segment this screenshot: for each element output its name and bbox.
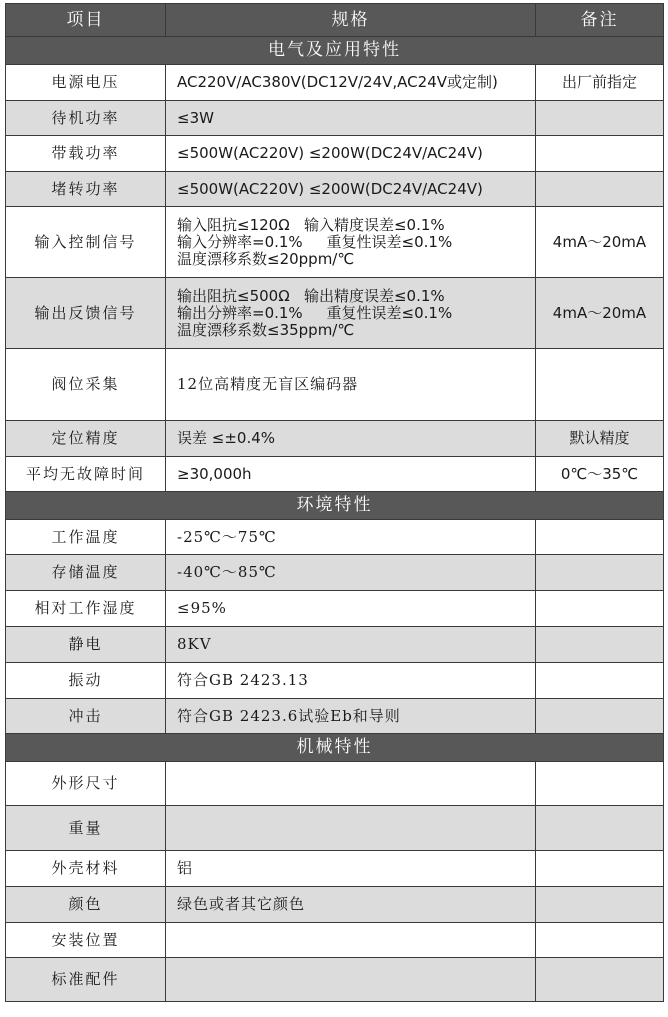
spec-line: 输入分辨率=0.1% 重复性误差≤0.1% [177, 232, 453, 251]
note-cell [536, 555, 664, 591]
note-cell [536, 806, 664, 851]
spec-cell [166, 762, 536, 806]
section-title: 机械特性 [6, 734, 664, 762]
note-cell [536, 349, 664, 421]
spec-line: 输出阻抗≤500Ω 输出精度误差≤0.1% [177, 286, 445, 305]
table-row [6, 923, 664, 958]
item-cell: 相对工作湿度 [6, 591, 166, 627]
spec-cell [166, 851, 536, 887]
item-cell: 冲击 [6, 699, 166, 734]
spec-line: 8KV [177, 635, 212, 653]
spec-cell [166, 278, 536, 349]
spec-cell [166, 887, 536, 923]
spec-line: ≤500W(AC220V) ≤200W(DC24V/AC24V) [177, 179, 483, 198]
item-cell: 静电 [6, 627, 166, 663]
note-cell [536, 762, 664, 806]
section-header-electrical [6, 37, 664, 65]
spec-line: 温度漂移系数≤35ppm/℃ [177, 320, 355, 339]
item-cell: 安装位置 [6, 923, 166, 958]
table-row [6, 627, 664, 663]
spec-line: 误差 ≤±0.4% [177, 429, 276, 447]
item-cell: 颜色 [6, 887, 166, 923]
item-cell: 工作温度 [6, 520, 166, 555]
item-cell: 待机功率 [6, 101, 166, 136]
header-note: 备注 [536, 4, 664, 37]
spec-cell [166, 520, 536, 555]
spec-table [5, 3, 664, 1002]
spec-line: ≤95% [177, 599, 227, 617]
table-row [6, 136, 664, 172]
note-cell [536, 851, 664, 887]
table-row [6, 806, 664, 851]
note-cell [536, 663, 664, 699]
table-row [6, 421, 664, 457]
spec-cell [166, 421, 536, 457]
table-row [6, 663, 664, 699]
note-cell [536, 923, 664, 958]
spec-line: ≤3W [177, 108, 214, 127]
table-row [6, 591, 664, 627]
spec-line: ≥30,000h [177, 464, 252, 483]
item-cell: 存储温度 [6, 555, 166, 591]
table-row [6, 555, 664, 591]
table-row [6, 958, 664, 1002]
spec-line: 输出分辨率=0.1% 重复性误差≤0.1% [177, 303, 453, 322]
spec-cell [166, 591, 536, 627]
header-item: 项目 [6, 4, 166, 37]
table-header-row [6, 4, 664, 37]
note-cell: 4mA～20mA [536, 278, 664, 349]
note-cell: 默认精度 [536, 421, 664, 457]
spec-line: -25℃～75℃ [177, 527, 277, 546]
note-cell [536, 591, 664, 627]
spec-cell [166, 555, 536, 591]
spec-line: ≤500W(AC220V) ≤200W(DC24V/AC24V) [177, 144, 483, 162]
table-row [6, 65, 664, 101]
item-cell: 重量 [6, 806, 166, 851]
table-body [6, 37, 664, 1002]
table-row [6, 887, 664, 923]
section-header-mechanical [6, 734, 664, 762]
item-cell: 平均无故障时间 [6, 457, 166, 492]
table-row [6, 762, 664, 806]
note-cell: 出厂前指定 [536, 65, 664, 101]
spec-cell [166, 663, 536, 699]
spec-line: AC220V/AC380V(DC12V/24V,AC24V或定制) [177, 73, 498, 91]
table-row [6, 207, 664, 278]
table-row [6, 278, 664, 349]
note-cell [536, 887, 664, 923]
spec-line: 绿色或者其它颜色 [177, 895, 306, 913]
note-cell [536, 101, 664, 136]
item-cell: 输出反馈信号 [6, 278, 166, 349]
header-spec: 规格 [166, 4, 536, 37]
note-cell [536, 627, 664, 663]
table-row [6, 101, 664, 136]
item-cell: 阀位采集 [6, 349, 166, 421]
note-cell [536, 136, 664, 172]
spec-line: 符合GB 2423.6试验Eb和导则 [177, 706, 401, 725]
item-cell: 定位精度 [6, 421, 166, 457]
spec-cell [166, 207, 536, 278]
table-row [6, 699, 664, 734]
section-title: 电气及应用特性 [6, 37, 664, 65]
spec-cell [166, 958, 536, 1002]
spec-cell [166, 806, 536, 851]
note-cell [536, 172, 664, 207]
spec-cell [166, 699, 536, 734]
section-header-environment [6, 492, 664, 520]
item-cell: 电源电压 [6, 65, 166, 101]
spec-cell [166, 101, 536, 136]
spec-line: 输入阻抗≤120Ω 输入精度误差≤0.1% [177, 215, 445, 234]
note-cell [536, 699, 664, 734]
item-cell: 外壳材料 [6, 851, 166, 887]
spec-line: -40℃～85℃ [177, 563, 277, 581]
item-cell: 堵转功率 [6, 172, 166, 207]
section-title: 环境特性 [6, 492, 664, 520]
note-cell [536, 520, 664, 555]
table-row [6, 349, 664, 421]
note-cell [536, 958, 664, 1002]
item-cell: 外形尺寸 [6, 762, 166, 806]
spec-cell [166, 627, 536, 663]
spec-cell [166, 172, 536, 207]
table-row [6, 172, 664, 207]
table-row [6, 457, 664, 492]
spec-cell [166, 349, 536, 421]
spec-line: 12位高精度无盲区编码器 [177, 375, 359, 393]
note-cell: 0℃～35℃ [536, 457, 664, 492]
table-row [6, 520, 664, 555]
spec-line: 符合GB 2423.13 [177, 671, 309, 689]
spec-cell [166, 65, 536, 101]
item-cell: 输入控制信号 [6, 207, 166, 278]
table-row [6, 851, 664, 887]
spec-cell [166, 457, 536, 492]
note-cell: 4mA～20mA [536, 207, 664, 278]
spec-cell [166, 923, 536, 958]
item-cell: 标准配件 [6, 958, 166, 1002]
item-cell: 振动 [6, 663, 166, 699]
spec-cell [166, 136, 536, 172]
item-cell: 带载功率 [6, 136, 166, 172]
spec-line: 温度漂移系数≤20ppm/℃ [177, 249, 355, 268]
spec-line: 铝 [177, 859, 194, 877]
